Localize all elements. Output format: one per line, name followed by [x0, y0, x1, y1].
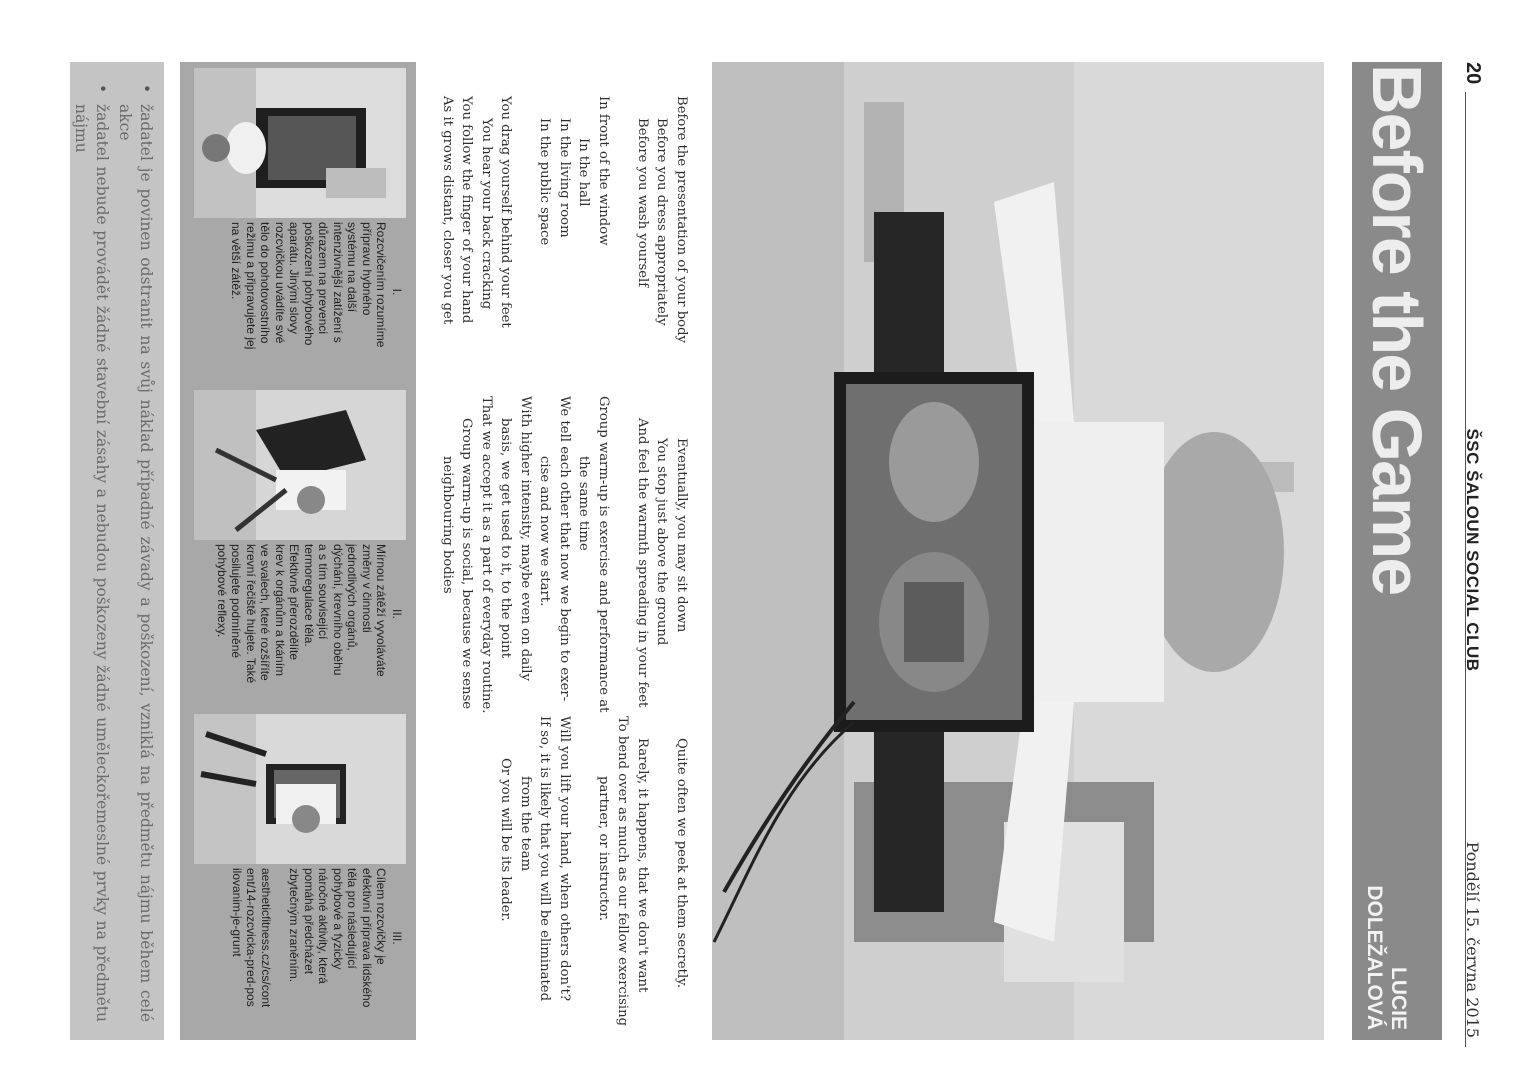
main-photo: [712, 62, 1324, 1040]
poem-line: You hear your back cracking: [479, 118, 494, 310]
poem-line: Quite often we peek at them secretly.: [674, 738, 689, 989]
poem-line: Or you will be its leader.: [498, 758, 514, 922]
poem-line: To bend over as much as our fellow exercising: [615, 716, 631, 1027]
page-number: 20: [1462, 62, 1484, 85]
poem-line: partner, or instructor.: [596, 776, 611, 922]
info-panel-1: [192, 68, 406, 368]
poem-line: In the hall: [576, 138, 592, 207]
panel-3-photo: [194, 714, 406, 864]
poem-line: Will you lift your hand, when others don't?: [557, 716, 572, 1002]
poem-line: Group warm-up is exercise and performance at: [596, 396, 611, 713]
poem-line: [652, 716, 672, 1046]
panel-3-link[interactable]: aestheticfitness.cz/cs/content/14-rozcvicka-pred-posilovanim-je-grunt: [230, 868, 273, 1008]
main-photo-illustration: [712, 62, 1324, 1040]
poem-line: [516, 96, 536, 416]
poem-line: You drag yourself behind your feet: [498, 96, 514, 328]
panel-2-illustration: [194, 390, 406, 540]
panel-1-text: [229, 222, 404, 362]
bottom-bullet-2: • žadatel nebude provádět žádné stavební zásahy a nebudou poškozeny žádné uměleckořemeslné prvky na předmětu nájmu: [70, 82, 112, 1022]
poem-line: You follow the finger of your hand: [459, 96, 475, 324]
poem-line: the same time: [576, 456, 592, 551]
article-author: LUCIE DOLEŽALOVÁ: [1363, 885, 1410, 1030]
poem-line: In front of the window: [596, 96, 611, 246]
poem-line: Before you wash yourself: [635, 118, 650, 288]
panel-2-number: II.: [390, 608, 404, 619]
poem-line: If so, it is likely that you will be eliminated: [537, 716, 553, 1002]
poem-line: As it grows distant, closer you get: [440, 96, 455, 325]
info-panel-2: [192, 390, 406, 690]
panel-1-illustration: [194, 68, 406, 218]
poem-line: With higher intensity, maybe even on daily: [518, 396, 533, 681]
panel-1-photo: [194, 68, 406, 218]
panel-1-body: Rozcvičením rozumíme přípravu hybného systému na další intenzivnější zatížení s důrazem na prevenci poškození pohybového aparátu. Jinými slovy rozcvičkou uvádíte své tělo do pohotovostního režimu a připravujete jej na větší zátěž.: [229, 222, 389, 350]
panel-1-number: I.: [390, 288, 404, 296]
info-panel-3: [192, 714, 406, 1014]
panel-2-body: Mírnou zátěží vyvoláváte změny v činnosti jednotlivých orgánů, dýchání, krevního oběhu a s tím související termoregulace těla. Efektivně přerozdělíte krev k orgánům a tkáním ve svalech, které rozšíříte krevní řečiště hujete. Také posilujete podmíněné pohybové reflexy.: [215, 544, 389, 684]
bottom-bullets: [68, 82, 156, 1022]
panel-2-photo: [194, 390, 406, 540]
poem-line: [613, 396, 633, 726]
poem-line: We tell each other that now we begin to exer-: [557, 396, 572, 702]
poem-column-3: [496, 716, 691, 1046]
poem-line: cise and now we start.: [537, 456, 553, 607]
panel-2-text: [215, 544, 405, 684]
poem-line: You stop just above the ground: [654, 438, 670, 646]
poem-line: Before the presentation of your body: [674, 96, 689, 343]
poem-line: Before you dress appropriately: [654, 118, 670, 326]
poem-line: Group warm-up is social, because we sense: [459, 418, 475, 710]
panel-3-text: [230, 868, 405, 1008]
poem-line: And feel the warmth spreading in your feet: [635, 418, 650, 708]
poem-line: In the living room: [557, 118, 572, 238]
publication-name: ŠSC ŠALOUN SOCIAL CLUB: [1463, 428, 1482, 672]
poem-line: from the team: [518, 776, 533, 872]
panel-3-number: III.: [390, 931, 404, 945]
bottom-bullet-1: • žadatel je povinen odstranit na svůj náklad případné závady a poškození, vzniklá na předmětu nájmu během celé akce: [114, 82, 156, 1022]
poem-line: In the public space: [537, 118, 553, 246]
issue-date: Pondělí 15. června 2015: [1463, 841, 1482, 1038]
poem-line: neighbouring bodies: [440, 456, 455, 594]
poem-column-2: [438, 396, 692, 726]
panel-3-illustration: [194, 714, 406, 864]
poem-line: That we accept it as a part of everyday routine.: [479, 396, 494, 714]
poem-column-1: [438, 96, 692, 416]
poem-line: Eventually, you may sit down: [674, 438, 689, 633]
article-title: Before the Game: [1358, 64, 1436, 595]
poem-line: Rarely, it happens, that we don't want: [635, 738, 650, 993]
panel-3-body: Cílem rozcvičky je efektivní příprava lidského těla pro následující pohybové a fyzicky náročné aktivity, která pomáhá předcházet zbytečným zraněním.: [287, 868, 389, 1008]
poem-line: [574, 716, 594, 1046]
poem-line: basis, we get used to it, to the point: [498, 418, 514, 659]
poem-line: [613, 96, 633, 416]
